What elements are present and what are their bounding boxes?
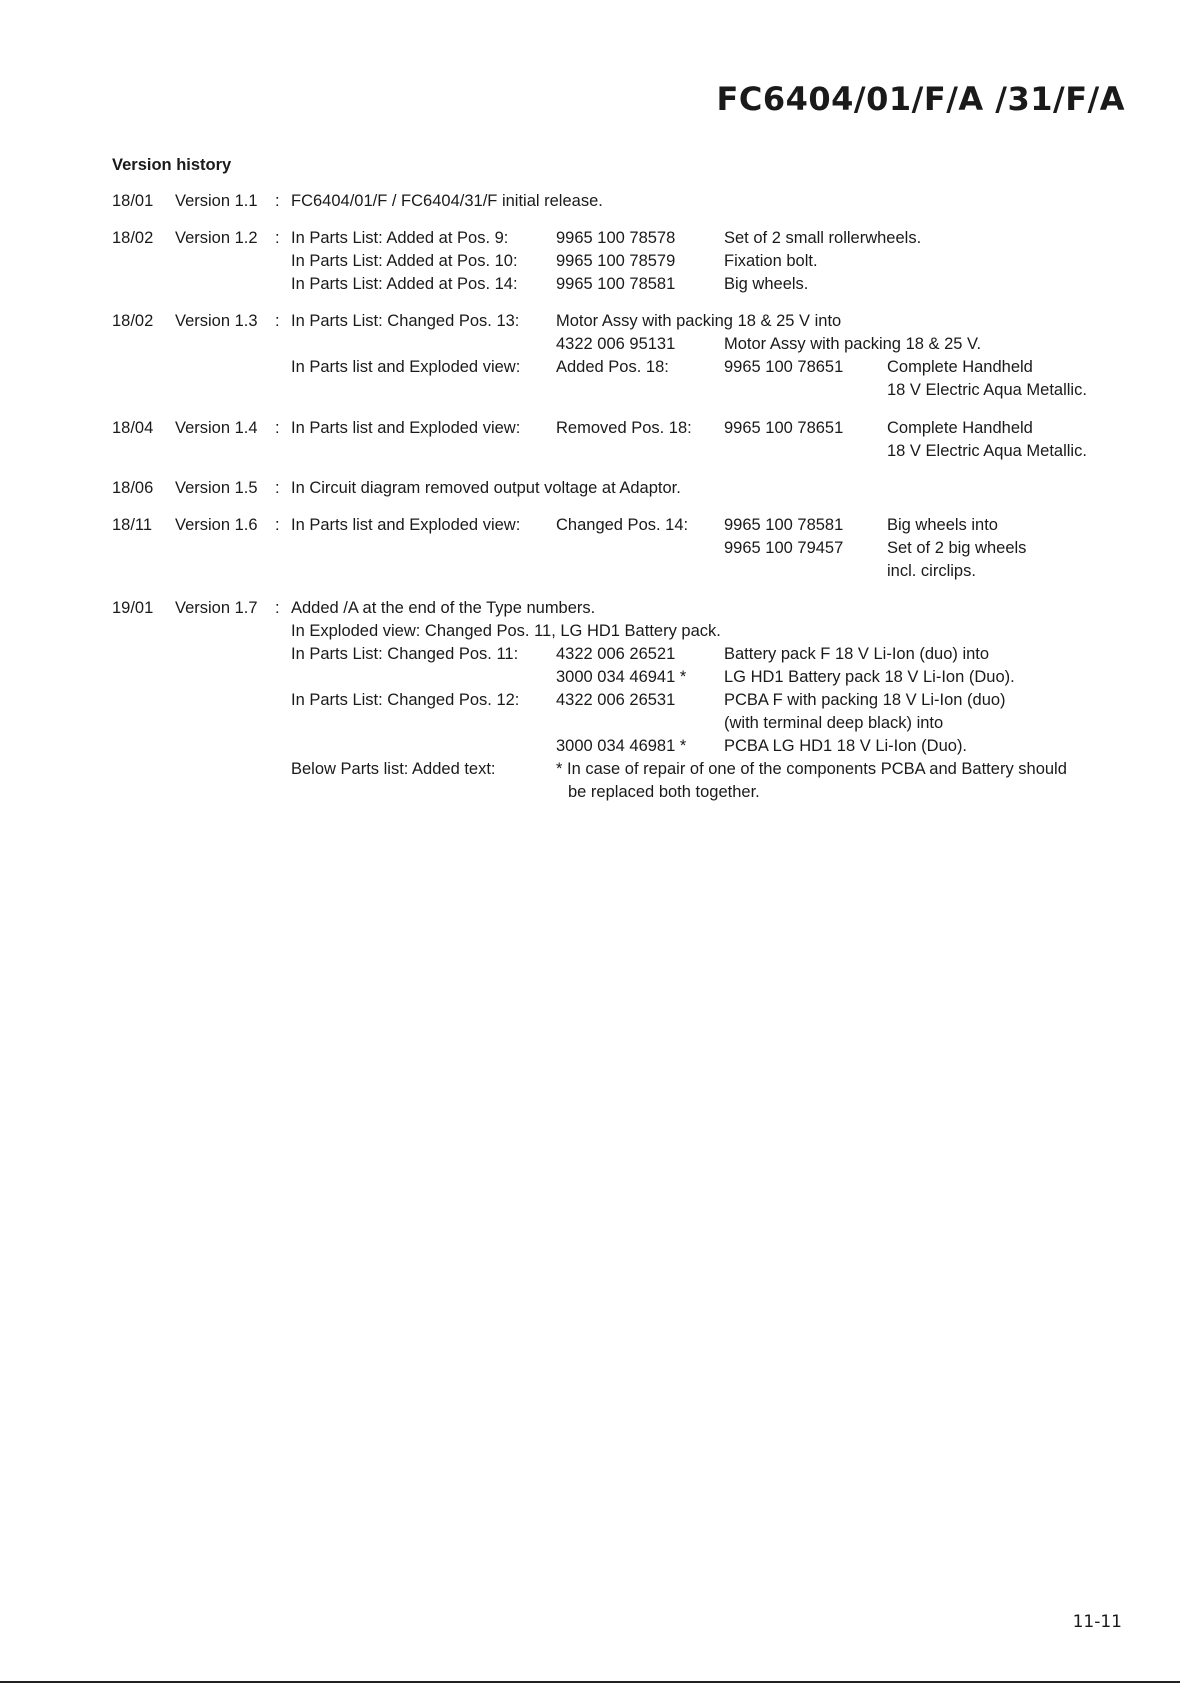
part-description: 18 V Electric Aqua Metallic. xyxy=(887,381,1087,399)
part-description: PCBA LG HD1 18 V Li-Ion (Duo). xyxy=(724,737,968,755)
change-detail: Added Pos. 18: xyxy=(556,358,669,376)
footnote-text: * In case of repair of one of the components PCBA and Battery should xyxy=(556,760,1067,778)
entry-text: In Exploded view: Changed Pos. 11, LG HD1 Battery pack. xyxy=(291,622,721,640)
part-description: 18 V Electric Aqua Metallic. xyxy=(887,442,1087,460)
change-description: In Parts list and Exploded view: xyxy=(291,358,521,376)
entry-date: 18/04 xyxy=(112,419,154,437)
part-number: 9965 100 78581 xyxy=(724,516,844,534)
footnote-text: be replaced both together. xyxy=(568,783,760,801)
entry-version: Version 1.6 xyxy=(175,516,258,534)
page-number: 11-11 xyxy=(1072,1612,1122,1632)
part-description: Battery pack F 18 V Li-Ion (duo) into xyxy=(724,645,990,663)
entry-colon: : xyxy=(275,229,280,247)
change-description: In Parts list and Exploded view: xyxy=(291,516,521,534)
entry-version: Version 1.4 xyxy=(175,419,258,437)
entry-text: FC6404/01/F / FC6404/31/F initial release. xyxy=(291,192,603,210)
part-description: Complete Handheld xyxy=(887,419,1033,437)
entry-colon: : xyxy=(275,516,280,534)
change-description: In Parts List: Added at Pos. 14: xyxy=(291,275,518,293)
entry-colon: : xyxy=(275,479,280,497)
part-description: Big wheels. xyxy=(724,275,809,293)
entry-version: Version 1.1 xyxy=(175,192,258,210)
part-number: 9965 100 78651 xyxy=(724,419,844,437)
change-description: In Parts List: Changed Pos. 13: xyxy=(291,312,520,330)
part-description: Fixation bolt. xyxy=(724,252,818,270)
part-description: (with terminal deep black) into xyxy=(724,714,944,732)
part-number: 4322 006 95131 xyxy=(556,335,676,353)
part-description: incl. circlips. xyxy=(887,562,976,580)
part-description: Motor Assy with packing 18 & 25 V. xyxy=(724,335,982,353)
entry-colon: : xyxy=(275,312,280,330)
change-description: Below Parts list: Added text: xyxy=(291,760,496,778)
entry-text: Added /A at the end of the Type numbers. xyxy=(291,599,596,617)
part-number: 9965 100 78651 xyxy=(724,358,844,376)
part-number: 9965 100 78581 xyxy=(556,275,676,293)
entry-date: 19/01 xyxy=(112,599,154,617)
change-description: In Parts List: Added at Pos. 10: xyxy=(291,252,518,270)
change-description: In Parts List: Changed Pos. 11: xyxy=(291,645,519,663)
change-detail: Changed Pos. 14: xyxy=(556,516,689,534)
bottom-rule xyxy=(0,1681,1180,1683)
entry-colon: : xyxy=(275,419,280,437)
entry-date: 18/11 xyxy=(112,516,153,534)
document-title: FC6404/01/F/A /31/F/A xyxy=(716,80,1125,118)
entry-colon: : xyxy=(275,599,280,617)
entry-date: 18/02 xyxy=(112,312,154,330)
change-detail: Removed Pos. 18: xyxy=(556,419,692,437)
change-description: In Parts list and Exploded view: xyxy=(291,419,521,437)
part-number: 9965 100 79457 xyxy=(724,539,844,557)
entry-version: Version 1.5 xyxy=(175,479,258,497)
entry-text: In Circuit diagram removed output voltage at Adaptor. xyxy=(291,479,681,497)
entry-colon: : xyxy=(275,192,280,210)
part-description: Complete Handheld xyxy=(887,358,1033,376)
part-description: Set of 2 small rollerwheels. xyxy=(724,229,922,247)
change-description: In Parts List: Changed Pos. 12: xyxy=(291,691,520,709)
part-number: 9965 100 78579 xyxy=(556,252,676,270)
part-number: 3000 034 46981 * xyxy=(556,737,687,755)
entry-date: 18/06 xyxy=(112,479,154,497)
part-number: 3000 034 46941 * xyxy=(556,668,687,686)
entry-date: 18/02 xyxy=(112,229,154,247)
part-description: PCBA F with packing 18 V Li-Ion (duo) xyxy=(724,691,1006,709)
part-description: Set of 2 big wheels xyxy=(887,539,1027,557)
entry-version: Version 1.7 xyxy=(175,599,258,617)
change-detail: Motor Assy with packing 18 & 25 V into xyxy=(556,312,842,330)
part-number: 4322 006 26521 xyxy=(556,645,676,663)
change-description: In Parts List: Added at Pos. 9: xyxy=(291,229,509,247)
part-number: 9965 100 78578 xyxy=(556,229,676,247)
entry-version: Version 1.2 xyxy=(175,229,258,247)
part-description: LG HD1 Battery pack 18 V Li-Ion (Duo). xyxy=(724,668,1015,686)
part-number: 4322 006 26531 xyxy=(556,691,676,709)
part-description: Big wheels into xyxy=(887,516,998,534)
entry-version: Version 1.3 xyxy=(175,312,258,330)
section-heading: Version history xyxy=(112,156,232,174)
entry-date: 18/01 xyxy=(112,192,154,210)
